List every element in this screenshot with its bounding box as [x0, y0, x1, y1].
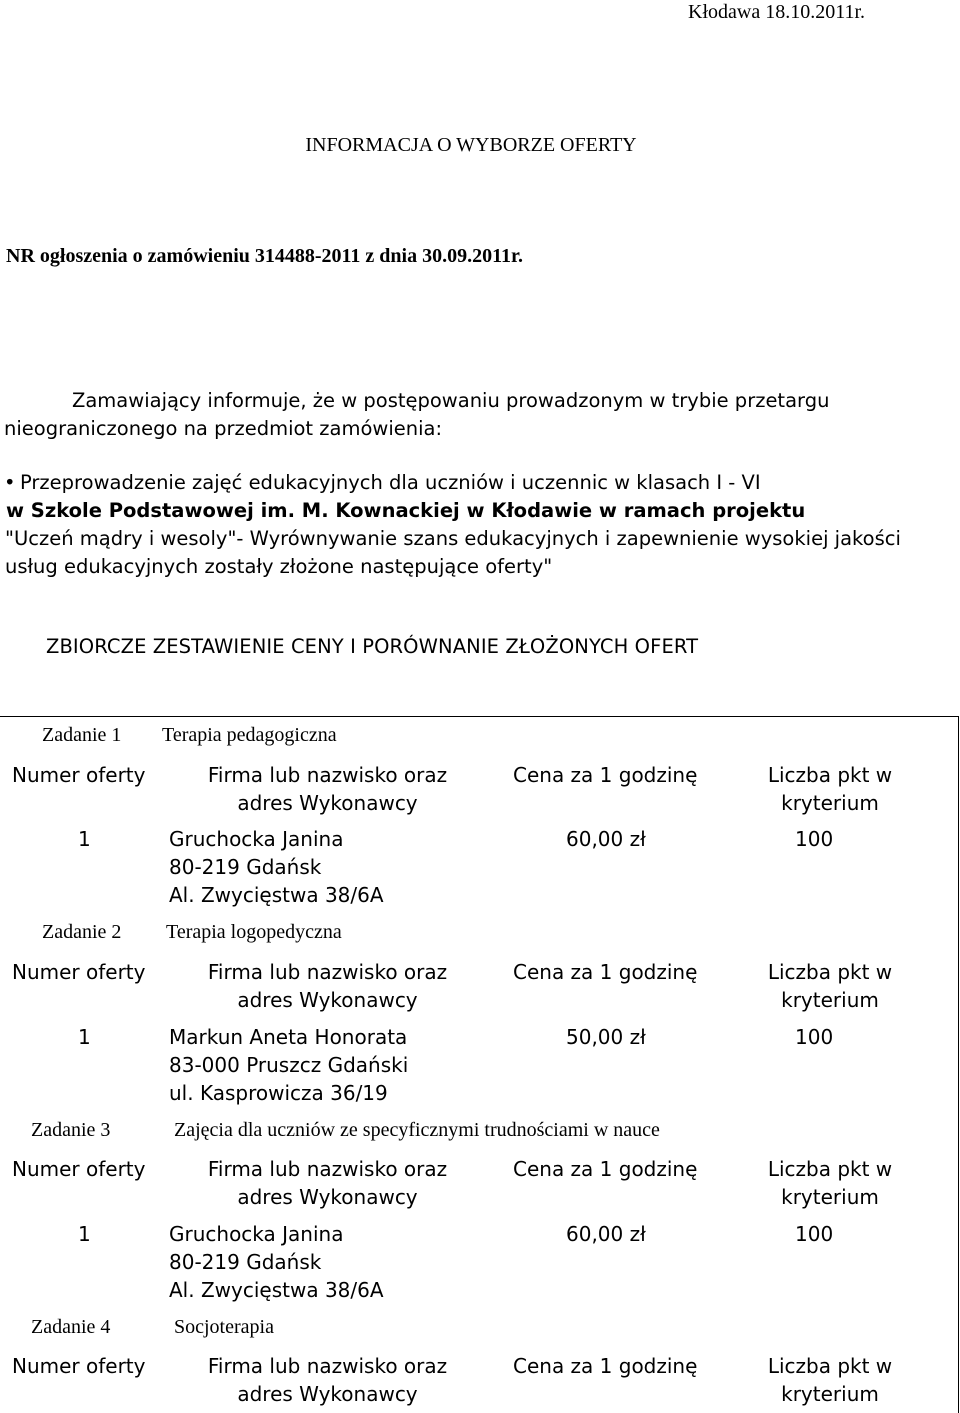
column-header-price: Cena za 1 godzinę — [513, 1157, 698, 1181]
task-label: Zadanie 4 — [31, 1316, 111, 1338]
contractor-address: Gruchocka Janina 80-219 Gdańsk Al. Zwycięstwa 38/6A — [169, 1222, 384, 1302]
column-header-offer-no: Numer oferty — [12, 763, 146, 787]
task-label: Zadanie 3 — [31, 1119, 111, 1141]
notice-number: NR ogłoszenia o zamówieniu 314488-2011 z dnia 30.09.2011r. — [6, 245, 524, 267]
document-title: INFORMACJA O WYBORZE OFERTY — [305, 134, 637, 156]
column-header-offer-no: Numer oferty — [12, 1157, 146, 1181]
task-label: Zadanie 2 — [42, 921, 122, 943]
contractor-address: Markun Aneta Honorata 83-000 Pruszcz Gdański ul. Kasprowicza 36/19 — [169, 1025, 409, 1105]
offer-number: 1 — [78, 1025, 91, 1049]
column-header-firm: Firma lub nazwisko oraz adres Wykonawcy — [207, 960, 448, 1012]
offer-price: 50,00 zł — [566, 1025, 646, 1049]
intro-line-2: nieograniczonego na przedmiot zamówienia: — [4, 417, 443, 440]
project-line-1: "Uczeń mądry i wesoly"- Wyrównywanie szans edukacyjnych i zapewnienie wysokiej jakości — [5, 527, 901, 550]
task-name: Terapia logopedyczna — [166, 921, 342, 943]
column-header-firm: Firma lub nazwisko oraz adres Wykonawcy — [207, 1354, 448, 1406]
column-header-price: Cena za 1 godzinę — [513, 1354, 698, 1378]
task-name: Terapia pedagogiczna — [162, 724, 337, 746]
column-header-offer-no: Numer oferty — [12, 960, 146, 984]
offer-points: 100 — [795, 1025, 834, 1049]
column-header-points: Liczba pkt w kryterium — [767, 960, 893, 1012]
column-header-price: Cena za 1 godzinę — [513, 763, 698, 787]
column-header-offer-no: Numer oferty — [12, 1354, 146, 1378]
column-header-points: Liczba pkt w kryterium — [767, 1157, 893, 1209]
task-name: Zajęcia dla uczniów ze specyficznymi trudnościami w nauce — [174, 1119, 660, 1141]
intro-line-1: Zamawiający informuje, że w postępowaniu prowadzonym w trybie przetargu — [72, 389, 830, 412]
summary-title: ZBIORCZE ZESTAWIENIE CENY I PORÓWNANIE ZŁOŻONYCH OFERT — [46, 635, 699, 658]
column-header-firm: Firma lub nazwisko oraz adres Wykonawcy — [207, 763, 448, 815]
column-header-firm: Firma lub nazwisko oraz adres Wykonawcy — [207, 1157, 448, 1209]
column-header-points: Liczba pkt w kryterium — [767, 763, 893, 815]
column-header-points: Liczba pkt w kryterium — [767, 1354, 893, 1406]
contractor-address: Gruchocka Janina 80-219 Gdańsk Al. Zwycięstwa 38/6A — [169, 827, 384, 907]
offer-points: 100 — [795, 1222, 834, 1246]
project-line-2: usług edukacyjnych zostały złożone następujące oferty" — [5, 555, 553, 578]
offer-price: 60,00 zł — [566, 827, 646, 851]
table-top-border — [0, 716, 958, 717]
school-name: w Szkole Podstawowej im. M. Kownackiej w Kłodawie w ramach projektu — [6, 499, 806, 522]
offer-number: 1 — [78, 1222, 91, 1246]
offer-number: 1 — [78, 827, 91, 851]
document-date: Kłodawa 18.10.2011r. — [688, 1, 866, 23]
order-subject: Przeprowadzenie zajęć edukacyjnych dla uczniów i uczennic w klasach I - VI — [20, 471, 761, 494]
offer-points: 100 — [795, 827, 834, 851]
task-label: Zadanie 1 — [42, 724, 122, 746]
column-header-price: Cena za 1 godzinę — [513, 960, 698, 984]
task-name: Socjoterapia — [174, 1316, 274, 1338]
table-right-border — [958, 716, 959, 1413]
bullet-icon: • — [4, 471, 16, 494]
offer-price: 60,00 zł — [566, 1222, 646, 1246]
